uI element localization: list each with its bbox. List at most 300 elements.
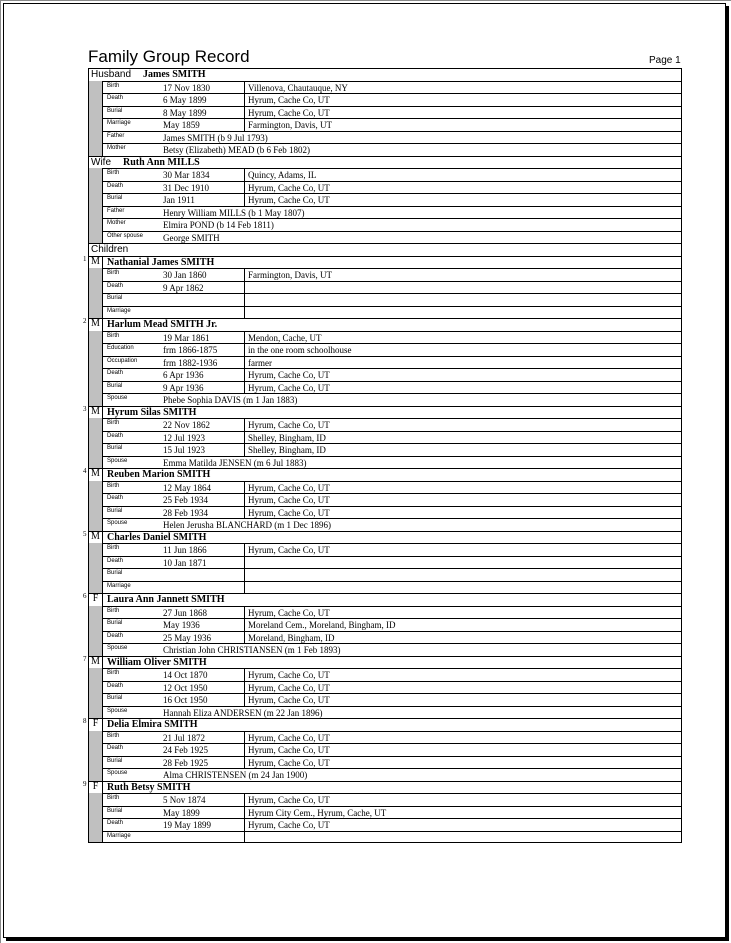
event-place: Hyrum, Cache Co, UT [248,757,330,768]
column-divider [244,493,245,506]
child-name: Charles Daniel SMITH [107,531,207,543]
event-label: Birth [107,270,120,276]
event-row [88,581,682,594]
column-divider [244,293,245,306]
event-value: Henry William MILLS (b 1 May 1807) [163,207,305,218]
child-sex: M [89,531,103,544]
event-place: Shelley, Bingham, ID [248,432,326,443]
column-divider [244,693,245,706]
event-label: Death [107,370,124,376]
column-divider [244,368,245,381]
event-row [88,331,682,344]
column-divider [244,81,245,94]
column-divider [244,581,245,594]
child-header [83,779,682,794]
column-divider [244,556,245,569]
child-sex: M [89,656,103,669]
gutter-cell [89,631,103,644]
event-label: Spouse [107,395,128,401]
child-number: 9 [83,779,87,788]
event-place: in the one room schoolhouse [248,345,352,355]
event-date: May 1899 [163,807,200,818]
event-place: Hyrum, Cache Co, UT [248,107,330,118]
event-place: Hyrum, Cache Co, UT [248,495,330,505]
event-row [88,268,682,281]
gutter-cell [89,543,103,556]
event-place: Hyrum City Cem., Hyrum, Cache, UT [248,807,387,818]
event-row [88,481,682,494]
child-header [83,254,682,269]
event-date: 10 Jan 1871 [163,557,207,568]
event-value: Phebe Sophia DAVIS (m 1 Jan 1883) [163,395,298,405]
gutter-cell [89,293,103,306]
column-divider [244,681,245,694]
column-divider [244,818,245,831]
gutter-cell [89,143,103,156]
event-row [88,768,682,781]
event-date: 17 Nov 1830 [163,82,210,93]
column-divider [244,168,245,181]
event-value: George SMITH [163,232,220,243]
event-place: Moreland, Bingham, ID [248,632,335,643]
event-date: 12 Oct 1950 [163,682,208,693]
event-label: Father [107,207,125,214]
child-name: William Oliver SMITH [107,656,207,668]
wife-label: Wife [91,156,111,168]
event-value: Helen Jerusha BLANCHARD (m 1 Dec 1896) [163,520,331,530]
gutter-cell [89,618,103,631]
event-row [88,343,682,356]
event-label: Marriage [107,120,131,126]
column-divider [244,631,245,644]
gutter-cell [89,393,103,406]
event-row [88,556,682,569]
event-row [88,506,682,519]
event-label: Burial [107,445,123,451]
event-row [88,381,682,394]
event-label: Burial [107,382,123,389]
gutter-cell [89,456,103,469]
event-place: Hyrum, Cache Co, UT [248,195,330,205]
gutter-cell [89,231,103,244]
column-divider [244,331,245,344]
event-place: Hyrum, Cache Co, UT [248,732,330,743]
event-row [88,356,682,369]
event-date: 19 Mar 1861 [163,332,210,343]
event-label: Occupation [107,357,138,364]
gutter-cell [89,743,103,756]
event-place: Hyrum, Cache Co, UT [248,545,330,555]
gutter-cell [89,343,103,356]
event-place: Hyrum, Cache Co, UT [248,745,330,755]
event-date: frm 1882-1936 [163,357,218,368]
gutter-cell [89,106,103,119]
gutter-cell [89,693,103,706]
gutter-cell [89,606,103,619]
gutter-cell [89,668,103,681]
event-place: Hyrum, Cache Co, UT [248,607,330,618]
event-value: Hannah Eliza ANDERSEN (m 22 Jan 1896) [163,707,323,718]
event-row [88,368,682,381]
event-date: 12 May 1864 [163,482,211,493]
child-sex: M [89,468,103,481]
gutter-cell [89,506,103,519]
child-header [83,654,682,669]
event-row [88,443,682,456]
event-place: farmer [248,357,272,368]
event-label: Education [107,345,134,351]
event-date: 25 Feb 1934 [163,495,208,505]
gutter-cell [89,93,103,106]
event-place: Moreland Cem., Moreland, Bingham, ID [248,620,396,630]
column-divider [244,543,245,556]
event-row [88,431,682,444]
event-label: Death [107,820,124,826]
event-place: Hyrum, Cache Co, UT [248,182,330,193]
column-divider [244,193,245,206]
event-label: Death [107,282,124,289]
event-label: Birth [107,82,120,89]
event-value: Alma CHRISTENSEN (m 24 Jan 1900) [163,770,308,780]
event-row [88,543,682,556]
column-divider [244,481,245,494]
column-divider [244,806,245,819]
event-label: Birth [107,332,120,339]
event-label: Marriage [107,307,131,314]
event-date: 11 Jun 1866 [163,545,207,555]
event-row [88,693,682,706]
children-label: Children [91,244,129,255]
event-date: frm 1866-1875 [163,345,218,355]
event-date: 15 Jul 1923 [163,445,206,455]
children-header [88,243,682,256]
event-date: 21 Jul 1872 [163,732,206,743]
column-divider [244,343,245,356]
gutter-cell [89,756,103,769]
event-label: Birth [107,670,120,676]
event-place: Farmington, Davis, UT [248,270,332,280]
event-row [88,218,682,231]
event-date: May 1859 [163,120,200,130]
child-header [83,404,682,419]
event-row [88,818,682,831]
event-label: Birth [107,795,120,801]
wife-name: Ruth Ann MILLS [123,156,200,168]
column-divider [244,306,245,319]
column-divider [244,381,245,394]
child-number: 8 [83,717,87,725]
child-number: 3 [83,404,87,413]
gutter-cell [89,181,103,194]
child-name: Harlum Mead SMITH Jr. [107,319,218,330]
event-row [88,281,682,294]
gutter-cell [89,793,103,806]
event-date: 19 May 1899 [163,820,211,830]
event-label: Birth [107,482,120,489]
event-place: Hyrum, Cache Co, UT [248,670,330,680]
gutter-cell [89,131,103,144]
event-date: 30 Mar 1834 [163,170,210,180]
column-divider [244,443,245,456]
event-label: Father [107,132,125,139]
child-sex: F [89,593,103,606]
event-date: Jan 1911 [163,195,195,205]
gutter-cell [89,568,103,581]
event-row [88,831,682,844]
event-label: Birth [107,732,120,739]
event-date: 6 Apr 1936 [163,370,204,380]
event-date: 5 Nov 1874 [163,795,206,805]
column-divider [244,793,245,806]
gutter-cell [89,118,103,131]
event-row [88,806,682,819]
page-number: Page 1 [649,55,681,66]
column-divider [244,93,245,106]
column-divider [244,281,245,294]
gutter-cell [89,518,103,531]
child-header [83,529,682,544]
gutter-cell [89,818,103,831]
event-row [88,756,682,769]
event-label: Spouse [107,770,128,776]
child-header [83,592,682,606]
event-row [88,93,682,106]
event-place: Hyrum, Cache Co, UT [248,820,330,830]
event-place: Farmington, Davis, UT [248,120,332,130]
event-label: Death [107,557,124,564]
event-row [88,306,682,319]
gutter-cell [89,81,103,94]
child-number: 2 [83,317,87,325]
event-row [88,731,682,744]
husband-label: Husband [91,69,132,80]
event-label: Other spouse [107,232,144,239]
child-name: Hyrum Silas SMITH [107,406,197,418]
event-place: Hyrum, Cache Co, UT [248,482,330,493]
event-row [88,643,682,656]
event-row [88,568,682,581]
event-date: 16 Oct 1950 [163,695,208,705]
event-row [88,168,682,181]
event-row [88,193,682,206]
event-label: Burial [107,570,123,576]
event-row [88,618,682,631]
event-row [88,493,682,506]
column-divider [244,606,245,619]
event-place: Villenova, Chautauque, NY [248,82,348,93]
column-divider [244,268,245,281]
event-row [88,743,682,756]
event-row [88,106,682,119]
event-row [88,143,682,156]
event-row [88,81,682,94]
event-row [88,118,682,131]
column-divider [244,418,245,431]
event-label: Birth [107,607,120,614]
event-place: Hyrum, Cache Co, UT [248,695,330,705]
event-place: Quincy, Adams, IL [248,170,317,180]
event-row [88,131,682,144]
child-number: 4 [83,467,87,475]
child-header [83,717,682,731]
gutter-cell [89,581,103,594]
child-name: Laura Ann Jannett SMITH [107,594,225,605]
child-sex: M [89,406,103,419]
event-label: Spouse [107,520,128,526]
event-label: Mother [107,145,126,151]
child-name: Reuben Marion SMITH [107,469,211,480]
wife-header [88,156,682,169]
event-date: 14 Oct 1870 [163,670,208,680]
column-divider [244,106,245,119]
column-divider [244,356,245,369]
event-label: Spouse [107,457,128,464]
event-date: 9 Apr 1862 [163,282,204,293]
event-date: 28 Feb 1934 [163,507,208,518]
gutter-cell [89,218,103,231]
event-row [88,293,682,306]
event-label: Birth [107,420,120,426]
gutter-cell [89,806,103,819]
event-label: Burial [107,107,123,114]
child-header [83,317,682,331]
event-place: Hyrum, Cache Co, UT [248,795,330,805]
event-row [88,231,682,244]
gutter-cell [89,281,103,294]
gutter-cell [89,556,103,569]
event-row [88,456,682,469]
child-number: 7 [83,654,87,663]
column-divider [244,568,245,581]
event-value: Christian John CHRISTIANSEN (m 1 Feb 1893) [163,645,341,655]
event-date: 24 Feb 1925 [163,745,208,755]
column-divider [244,756,245,769]
event-row [88,418,682,431]
event-row [88,181,682,194]
event-date: 27 Jun 1868 [163,607,208,618]
event-place: Hyrum, Cache Co, UT [248,382,330,393]
event-value: Elmira POND (b 14 Feb 1811) [163,220,274,230]
gutter-cell [89,368,103,381]
column-divider [244,618,245,631]
event-date: May 1936 [163,620,200,630]
event-label: Burial [107,757,123,764]
event-row [88,631,682,644]
event-label: Birth [107,170,120,176]
gutter-cell [89,306,103,319]
gutter-cell [89,706,103,719]
child-name: Ruth Betsy SMITH [107,781,191,793]
page-title: Family Group Record [88,47,250,66]
event-row [88,206,682,219]
child-name: Nathanial James SMITH [107,256,215,268]
event-place: Hyrum, Cache Co, UT [248,95,330,105]
event-date: 9 Apr 1936 [163,382,204,393]
event-label: Burial [107,195,123,201]
child-sex: F [89,781,103,794]
event-row [88,393,682,406]
event-label: Burial [107,807,123,814]
event-label: Death [107,182,124,189]
husband-header [88,68,682,81]
event-label: Marriage [107,832,131,839]
event-row [88,706,682,719]
event-label: Spouse [107,707,128,714]
event-row [88,668,682,681]
gutter-cell [89,681,103,694]
family-group-record-table [83,68,682,843]
event-place: Mendon, Cache, UT [248,332,322,343]
gutter-cell [89,431,103,444]
event-label: Burial [107,620,123,626]
gutter-cell [89,168,103,181]
gutter-cell [89,356,103,369]
column-divider [244,731,245,744]
event-row [88,518,682,531]
column-divider [244,181,245,194]
column-divider [244,831,245,843]
child-sex: F [89,718,103,731]
gutter-cell [89,443,103,456]
gutter-cell [89,206,103,219]
event-date: 28 Feb 1925 [163,757,208,768]
event-row [88,793,682,806]
child-name: Delia Elmira SMITH [107,719,198,730]
gutter-cell [89,493,103,506]
event-date: 31 Dec 1910 [163,182,209,193]
gutter-cell [89,381,103,394]
gutter-cell [89,418,103,431]
event-row [88,606,682,619]
event-label: Death [107,632,124,639]
event-label: Burial [107,295,123,301]
column-divider [244,668,245,681]
event-label: Death [107,682,124,689]
column-divider [244,118,245,131]
gutter-cell [89,268,103,281]
event-label: Death [107,95,124,101]
event-place: Hyrum, Cache Co, UT [248,420,330,430]
event-label: Spouse [107,645,128,651]
gutter-cell [89,643,103,656]
event-place: Hyrum, Cache Co, UT [248,507,330,518]
column-divider [244,506,245,519]
event-date: 12 Jul 1923 [163,432,206,443]
event-date: 8 May 1899 [163,107,207,118]
event-value: Betsy (Elizabeth) MEAD (b 6 Feb 1802) [163,145,310,155]
child-number: 5 [83,529,87,538]
event-date: 22 Nov 1862 [163,420,210,430]
child-number: 6 [83,592,87,600]
event-label: Death [107,495,124,501]
event-date: 6 May 1899 [163,95,207,105]
husband-name: James SMITH [143,69,206,80]
event-label: Burial [107,507,123,514]
event-label: Death [107,745,124,751]
event-place: Hyrum, Cache Co, UT [248,682,330,693]
event-label: Death [107,432,124,439]
event-label: Birth [107,545,120,551]
column-divider [244,743,245,756]
event-value: James SMITH (b 9 Jul 1793) [163,132,268,143]
column-divider [244,431,245,444]
event-label: Burial [107,695,123,701]
event-label: Mother [107,220,126,226]
child-sex: M [89,318,103,331]
gutter-cell [89,731,103,744]
event-date: 30 Jan 1860 [163,270,207,280]
child-header [83,467,682,481]
